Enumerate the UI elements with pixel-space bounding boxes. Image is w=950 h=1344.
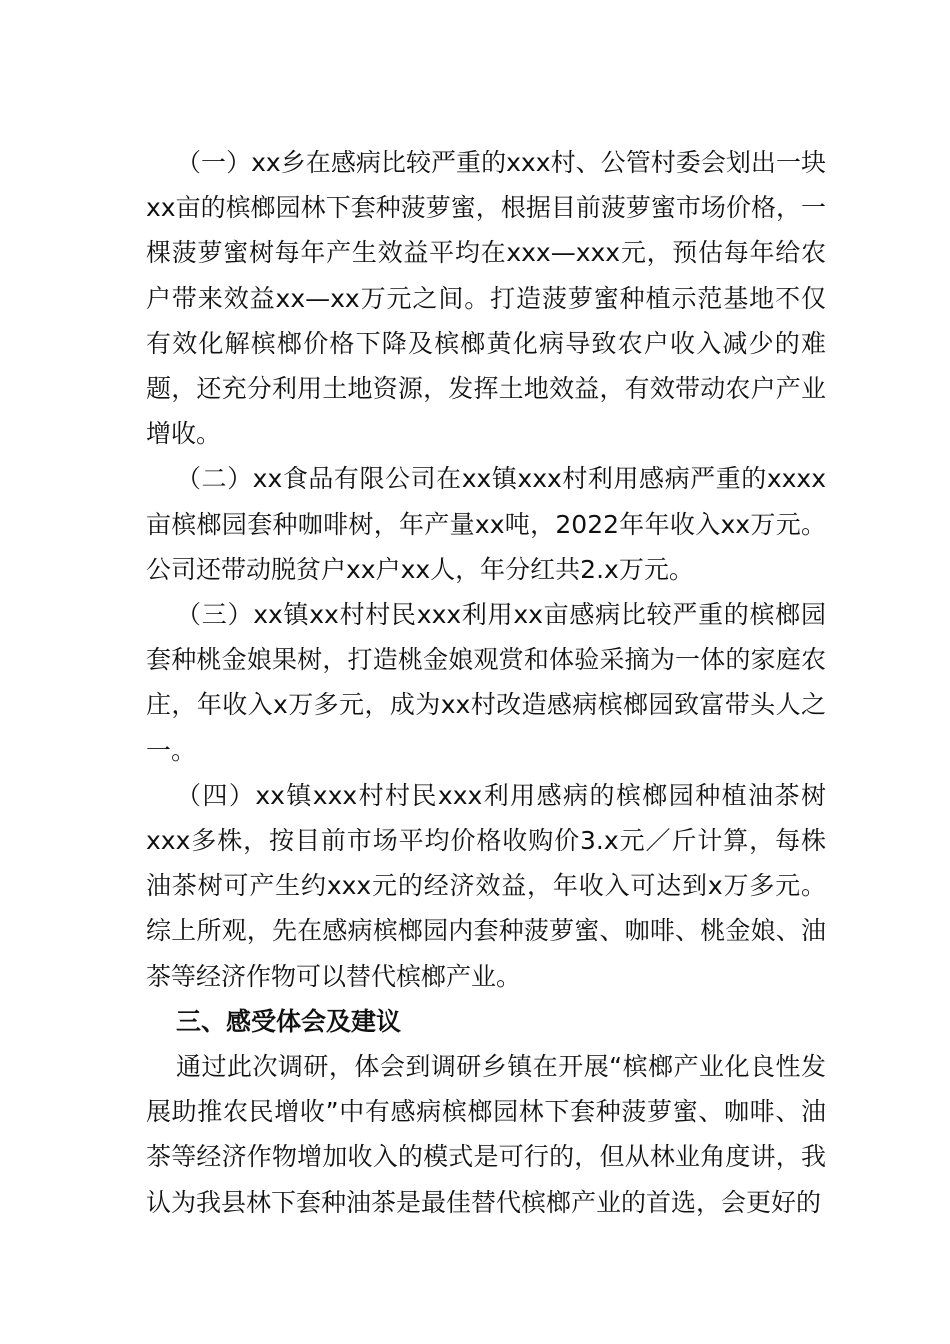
paragraph-4: （四）xx镇xxx村村民xxx利用感病的槟榔园种植油茶树xxx多株，按目前市场平均价格收购价3.x元／斤计算，每株油茶树可产生约xxx元的经济效益，年收入可达到x万多元。综上所观，先在感病槟榔园内套种菠萝蜜、咖啡、桃金娘、油茶等经济作物可以替代槟榔产业。 <box>146 780 826 991</box>
paragraph-1: （一）xx乡在感病比较严重的xxx村、公管村委会划出一块xx亩的槟榔园林下套种菠萝蜜，根据目前菠萝蜜市场价格，一棵菠萝蜜树每年产生效益平均在xxx—xxx元，预估每年给农户带来效益xx—xx万元之间。打造菠萝蜜种植示范基地不仅有效化解槟榔价格下降及槟榔黄化病导致农户收入减少的难题，还充分利用土地资源，发挥土地效益，有效带动农户产业增收。 <box>146 148 826 449</box>
paragraph-3: （三）xx镇xx村村民xxx利用xx亩感病比较严重的槟榔园套种桃金娘果树，打造桃金娘观赏和体验采摘为一体的家庭农庄，年收入x万多元，成为xx村改造感病槟榔园致富带头人之一。 <box>146 600 826 765</box>
closing-paragraph: 通过此次调研，体会到调研乡镇在开展“槟榔产业化良性发展助推农民增收”中有感病槟榔园林下套种菠萝蜜、咖啡、油茶等经济作物增加收入的模式是可行的，但从林业角度讲，我认为我县林下套种油茶是最佳替代槟榔产业的首选，会更好的 <box>146 1052 826 1217</box>
section-heading: 三、感受体会及建议 <box>176 1006 402 1036</box>
paragraph-2: （二）xx食品有限公司在xx镇xxx村利用感病严重的xxxx亩槟榔园套种咖啡树，年产量xx吨，2022年年收入xx万元。公司还带动脱贫户xx户xx人，年分红共2.x万元。 <box>146 464 826 584</box>
document-body <box>146 140 826 1225</box>
